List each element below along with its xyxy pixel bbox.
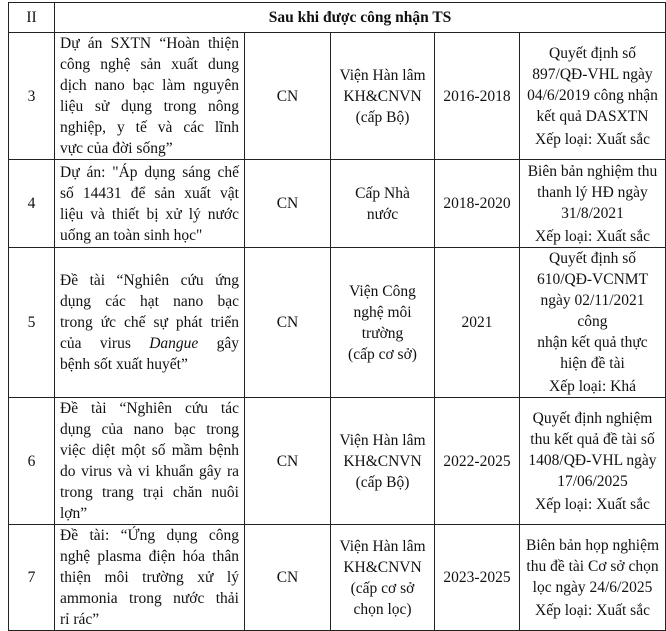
project-role: CN xyxy=(245,33,331,160)
row-number: 3 xyxy=(9,33,55,160)
table-row xyxy=(9,248,666,398)
project-result: Quyết định số 610/QĐ-VCNMT ngày 02/11/2021 công nhận kết quả thực hiện đề tài Xếp loại: Khá xyxy=(520,248,666,398)
project-level: Viện Hàn lâm KH&CNVN (cấp cơ sở chọn lọc) xyxy=(331,525,435,631)
row-number: 5 xyxy=(9,248,55,398)
project-level: Viện Hàn lâm KH&CNVN (cấp Bộ) xyxy=(331,398,435,525)
project-years: 2018-2020 xyxy=(435,160,520,248)
row-number: 4 xyxy=(9,160,55,248)
section-header-row xyxy=(9,3,666,33)
section-title: Sau khi được công nhận TS xyxy=(55,3,666,33)
project-title: Dự án: "Áp dụng sáng chế số 14431 để sản xuất vật liệu và thiết bị xử lý nước uống an toàn sinh học" xyxy=(55,160,245,248)
project-years: 2016-2018 xyxy=(435,33,520,160)
project-rating: Xếp loại: Xuất sắc xyxy=(535,601,650,619)
project-level: Cấp Nhà nước xyxy=(331,160,435,248)
project-result: Biên bản họp nghiệm thu đề tài Cơ sở chọn lọc ngày 24/6/2025 Xếp loại: Xuất sắc xyxy=(520,525,666,631)
table-row xyxy=(9,33,666,160)
project-role: CN xyxy=(245,248,331,398)
table-row xyxy=(9,398,666,525)
project-result: Biên bản nghiệm thu thanh lý HĐ ngày 31/8/2021 Xếp loại: Xuất sắc xyxy=(520,160,666,248)
table-row xyxy=(9,160,666,248)
virus-name: Dangue xyxy=(149,335,199,352)
project-title: Đề tài “Nghiên cứu tác dụng của nano bạc trong việc diệt một số mầm bệnh do virus và vi khuẩn gây ra trong trang trại chăn nuôi lợn” xyxy=(55,398,245,525)
project-level: Viện Công nghệ môi trường (cấp cơ sở) xyxy=(331,248,435,398)
project-level: Viện Hàn lâm KH&CNVN (cấp Bộ) xyxy=(331,33,435,160)
project-title: Đề tài: “Ứng dụng công nghệ plasma điện hóa thân thiện môi trường xử lý ammonia trong nước thải rỉ rác” xyxy=(55,525,245,631)
table-row xyxy=(9,525,666,631)
project-years: 2021 xyxy=(435,248,520,398)
project-rating: Xếp loại: Khá xyxy=(549,378,636,395)
project-title: Dự án SXTN “Hoàn thiện công nghệ sản xuất dung dịch nano bạc làm nguyên liệu sử dụng trong nông nghiệp, y tế và các lĩnh vực của đời sống” xyxy=(55,33,245,160)
project-role: CN xyxy=(245,525,331,631)
project-years: 2023-2025 xyxy=(435,525,520,631)
row-number: 7 xyxy=(9,525,55,631)
section-number: II xyxy=(9,3,55,33)
projects-table xyxy=(8,2,666,631)
project-rating: Xếp loại: Xuất sắc xyxy=(535,227,650,245)
project-years: 2022-2025 xyxy=(435,398,520,525)
row-number: 6 xyxy=(9,398,55,525)
project-rating: Xếp loại: Xuất sắc xyxy=(535,495,650,513)
project-result: Quyết định số 897/QĐ-VHL ngày 04/6/2019 công nhận kết quả DASXTN Xếp loại: Xuất sắc xyxy=(520,33,666,160)
project-role: CN xyxy=(245,160,331,248)
project-title: Đề tài “Nghiên cứu ứng dụng các hạt nano bạc trong ức chế sự phát triển của virus Dangue gây bệnh sốt xuất huyết” xyxy=(55,248,245,398)
project-result: Quyết định nghiệm thu kết quả đề tài số 1408/QĐ-VHL ngày 17/06/2025 Xếp loại: Xuất sắc xyxy=(520,398,666,525)
project-role: CN xyxy=(245,398,331,525)
project-rating: Xếp loại: Xuất sắc xyxy=(535,130,650,148)
